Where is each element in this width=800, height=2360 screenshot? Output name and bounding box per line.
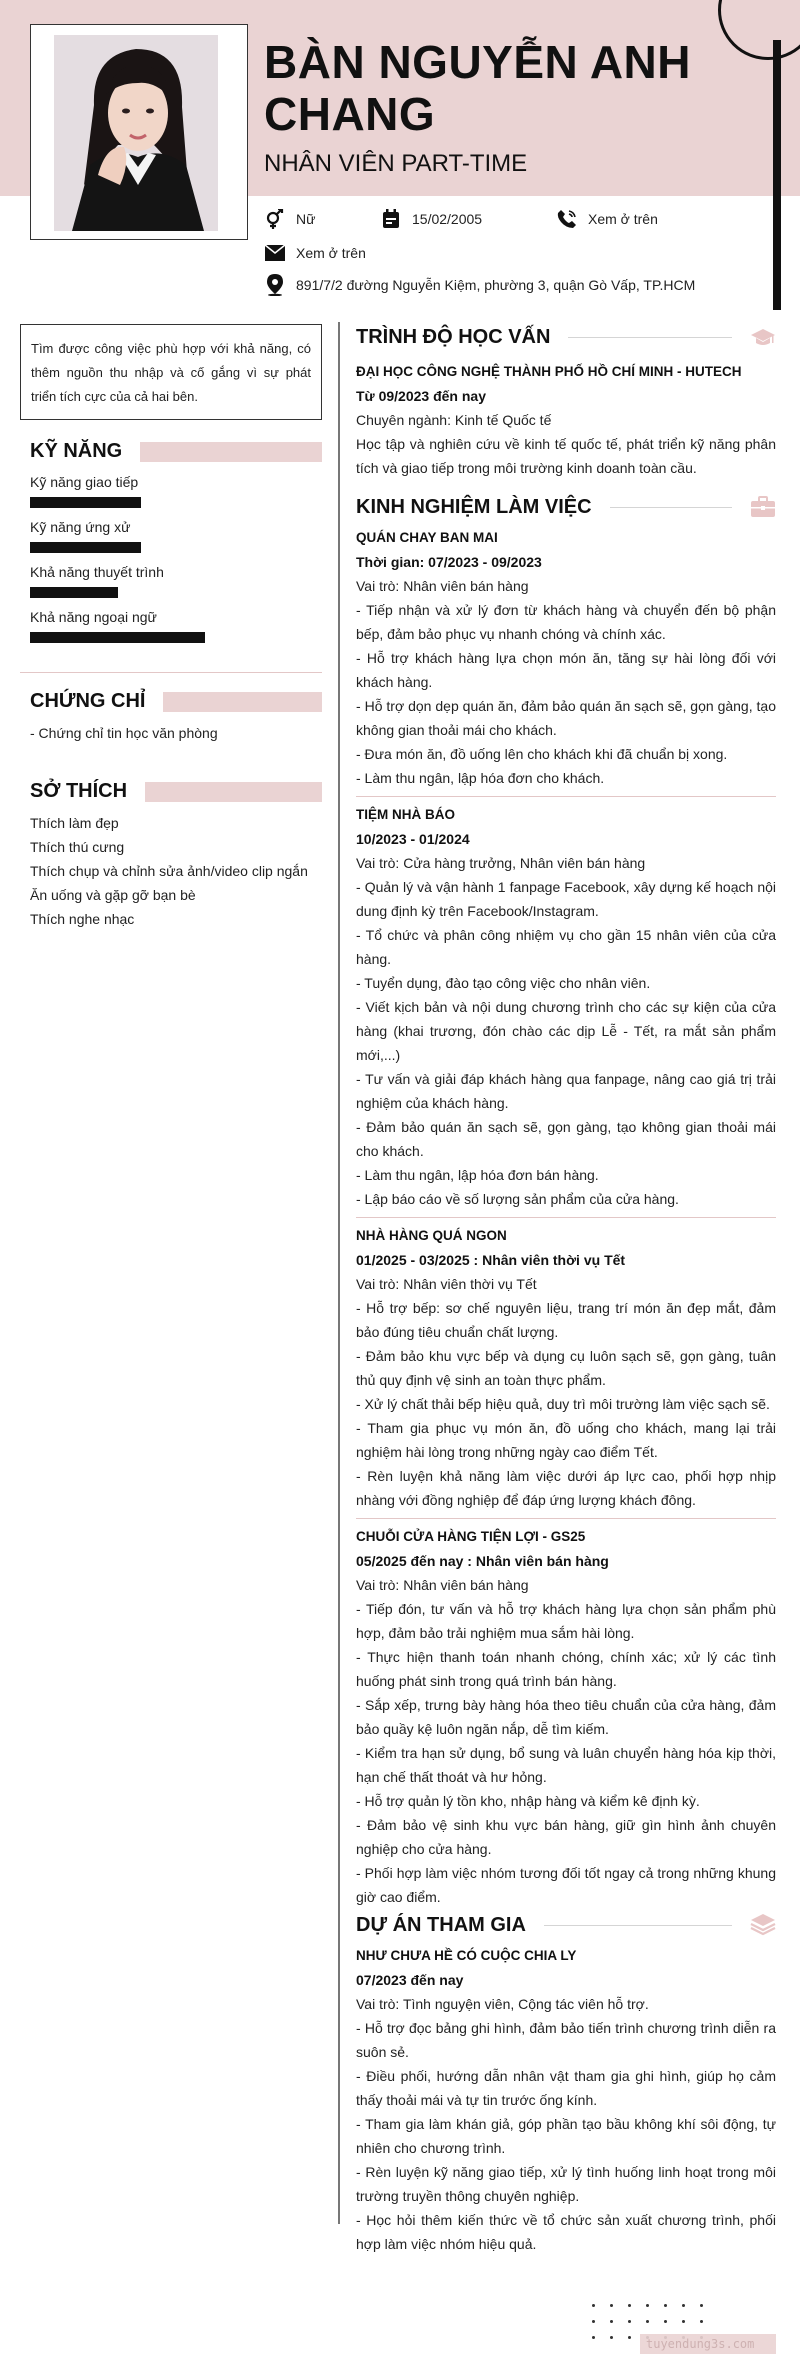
job-duty: - Phối hợp làm việc nhóm tương đối tốt ngay cả trong những khung giờ cao điểm. <box>356 1865 776 1905</box>
job-company: TIỆM NHÀ BÁO <box>356 807 455 822</box>
phone-value: Xem ở trên <box>588 211 658 227</box>
projects-section <box>356 1912 776 2256</box>
project-entry <box>356 1944 776 2256</box>
candidate-role: NHÂN VIÊN PART-TIME <box>264 150 528 177</box>
skill-level-bar <box>30 587 118 598</box>
job-duty: - Thực hiện thanh toán nhanh chóng, chính xác; xử lý các tình huống phát sinh trong quá trình bán hàng. <box>356 1649 776 1689</box>
skill-level-bar <box>30 542 141 553</box>
school-name: ĐẠI HỌC CÔNG NGHỆ THÀNH PHỐ HỒ CHÍ MINH - HUTECH <box>356 364 742 379</box>
skills-section <box>30 440 322 643</box>
title-line <box>568 337 732 338</box>
project-duty: - Rèn luyện kỹ năng giao tiếp, xử lý tình huống linh hoạt trong môi trường truyền thông chuyên nghiệp. <box>356 2164 776 2204</box>
job-duty: - Hỗ trợ dọn dẹp quán ăn, đảm bảo quán ăn sạch sẽ, gọn gàng, tạo không gian thoải mái cho khách. <box>356 698 776 738</box>
project-time: 07/2023 đến nay <box>356 1972 464 1988</box>
briefcase-icon <box>750 494 776 520</box>
job-duty: - Tiếp nhận và xử lý đơn từ khách hàng và chuyển đến bộ phận bếp, đảm bảo phục vụ nhanh chóng và chính xác. <box>356 602 776 642</box>
projects-title-text: DỰ ÁN THAM GIA <box>356 1913 526 1936</box>
skill-level-bar <box>30 497 141 508</box>
job-duty: - Quản lý và vận hành 1 fanpage Facebook, xây dựng kế hoạch nội dung định kỳ trên Facebook/Instagram. <box>356 879 776 919</box>
job-role: Vai trò: Nhân viên bán hàng <box>356 578 529 594</box>
dot <box>610 2304 613 2307</box>
phone-icon <box>556 208 578 230</box>
skill-item <box>30 473 322 508</box>
job-duty: - Tiếp đón, tư vấn và hỗ trợ khách hàng lựa chọn sản phẩm phù hợp, đảm bảo trải nghiệm mua sắm hài lòng. <box>356 1601 776 1641</box>
job-duty: - Rèn luyện khả năng làm việc dưới áp lực cao, phối hợp nhịp nhàng với đồng nghiệp để đáp ứng lượng khách đông. <box>356 1468 776 1508</box>
watermark: tuyendung3s.com <box>640 2334 776 2354</box>
dot <box>646 2320 649 2323</box>
job-duty: - Sắp xếp, trưng bày hàng hóa theo tiêu chuẩn của cửa hàng, đảm bảo quầy kệ luôn ngăn nắp, dễ tìm kiếm. <box>356 1697 776 1737</box>
skill-item <box>30 563 322 598</box>
job-duty: - Đưa món ăn, đồ uống lên cho khách khi đã chuẩn bị xong. <box>356 746 728 762</box>
mail-icon <box>264 242 286 264</box>
hobby-item: Thích thú cưng <box>30 839 125 855</box>
skill-level-bar <box>30 632 205 643</box>
job-duty: - Hỗ trợ khách hàng lựa chọn món ăn, tăng sự hài lòng đối với khách hàng. <box>356 650 776 690</box>
dob-row <box>380 208 482 230</box>
dot <box>628 2336 631 2339</box>
skills-title <box>30 440 322 463</box>
hobby-item: Ăn uống và gặp gỡ bạn bè <box>30 887 196 903</box>
skill-label: Khả năng thuyết trình <box>30 564 164 580</box>
dob-value: 15/02/2005 <box>412 211 483 227</box>
job-duty: - Tư vấn và giải đáp khách hàng qua fanpage, nâng cao giá trị trải nghiệm của khách hàng. <box>356 1071 776 1111</box>
project-duty: - Tham gia làm khán giả, góp phần tạo bầu không khí sôi động, tự nhiên cho chương trình. <box>356 2116 776 2156</box>
job-duty: - Đảm bảo quán ăn sạch sẽ, gọn gàng, tạo không gian thoải mái cho khách. <box>356 1119 776 1159</box>
hobbies-title <box>30 780 322 803</box>
candidate-name: BÀN NGUYỄN ANH CHANG <box>264 36 691 140</box>
project-duty: - Điều phối, hướng dẫn nhân vật tham gia ghi hình, giúp họ cảm thấy thoải mái và tự tin trước ống kính. <box>356 2068 776 2108</box>
title-decor-bar <box>145 782 322 802</box>
decorative-bar <box>773 40 781 310</box>
email-row <box>264 242 366 264</box>
job-duty: - Đảm bảo vệ sinh khu vực bán hàng, giữ gìn hình ảnh chuyên nghiệp cho cửa hàng. <box>356 1817 776 1857</box>
job-time: 01/2025 - 03/2025 : Nhân viên thời vụ Tết <box>356 1252 626 1268</box>
job-time: 10/2023 - 01/2024 <box>356 831 470 847</box>
layers-icon <box>750 1912 776 1938</box>
education-title <box>356 324 776 350</box>
job-role: Vai trò: Nhân viên bán hàng <box>356 1577 529 1593</box>
dot <box>700 2304 703 2307</box>
career-objective: Tìm được công việc phù hợp với khả năng, có thêm nguồn thu nhập và cố gắng vì sự phát triển tích cực của cả hai bên. <box>20 324 322 420</box>
avatar <box>54 35 218 231</box>
dot <box>682 2304 685 2307</box>
project-lines <box>356 2016 776 2256</box>
hobby-item: Thích nghe nhạc <box>30 911 135 927</box>
dot <box>664 2320 667 2323</box>
graduation-cap-icon <box>750 324 776 350</box>
dot <box>592 2320 595 2323</box>
gender-icon <box>264 208 286 230</box>
job-company: NHÀ HÀNG QUÁ NGON <box>356 1228 507 1243</box>
skills-title-text: KỸ NĂNG <box>30 440 123 462</box>
certificates-title <box>30 690 322 713</box>
job-separator <box>356 1217 776 1218</box>
education-title-text: TRÌNH ĐỘ HỌC VẤN <box>356 325 551 348</box>
job-duty: - Viết kịch bản và nội dung chương trình cho các sự kiện của cửa hàng (khai trương, đón chào các dịp Lễ - Tết, ra mắt sản phẩm mới,...) <box>356 999 776 1063</box>
dot <box>628 2304 631 2307</box>
dot <box>664 2304 667 2307</box>
hobbies-list <box>30 811 322 931</box>
dot <box>646 2304 649 2307</box>
phone-row <box>556 208 658 230</box>
hobbies-section <box>30 780 322 931</box>
project-name: NHƯ CHƯA HỀ CÓ CUỘC CHIA LY <box>356 1948 577 1963</box>
job-time: 05/2025 đến nay : Nhân viên bán hàng <box>356 1553 609 1569</box>
dot <box>700 2320 703 2323</box>
job-duty: - Làm thu ngân, lập hóa đơn cho khách. <box>356 770 605 786</box>
education-major: Chuyên ngành: Kinh tế Quốc tế <box>356 412 552 428</box>
job-role: Vai trò: Nhân viên thời vụ Tết <box>356 1276 537 1292</box>
email-value: Xem ở trên <box>296 245 366 261</box>
skill-item <box>30 518 322 553</box>
job-role: Vai trò: Cửa hàng trưởng, Nhân viên bán hàng <box>356 855 646 871</box>
job-duty: - Tham gia phục vụ món ăn, đồ uống cho khách, mang lại trải nghiệm hài lòng trong những ngày cao điểm Tết. <box>356 1420 776 1460</box>
education-section <box>356 324 776 480</box>
job-duty: - Xử lý chất thải bếp hiệu quả, duy trì môi trường làm việc sạch sẽ. <box>356 1396 770 1412</box>
job-time: Thời gian: 07/2023 - 09/2023 <box>356 554 542 570</box>
skill-label: Kỹ năng giao tiếp <box>30 474 139 490</box>
experience-title-text: KINH NGHIỆM LÀM VIỆC <box>356 495 592 518</box>
job-duty: - Hỗ trợ quản lý tồn kho, nhập hàng và kiểm kê định kỳ. <box>356 1793 700 1809</box>
dot <box>610 2336 613 2339</box>
certificates-list <box>30 721 322 745</box>
skill-label: Kỹ năng ứng xử <box>30 519 131 535</box>
calendar-icon <box>380 208 402 230</box>
title-decor-bar <box>163 692 322 712</box>
hobby-item: Thích chụp và chỉnh sửa ảnh/video clip ngắn <box>30 863 308 879</box>
experience-section <box>356 494 776 1909</box>
dot <box>628 2320 631 2323</box>
timeline-line <box>338 322 340 2224</box>
job-company: CHUỖI CỬA HÀNG TIỆN LỢI - GS25 <box>356 1529 586 1544</box>
certificates-section <box>30 690 322 745</box>
hobby-item: Thích làm đẹp <box>30 815 119 831</box>
title-decor-bar <box>140 442 322 462</box>
job-separator <box>356 1518 776 1519</box>
address-value: 891/7/2 đường Nguyễn Kiệm, phường 3, quận Gò Vấp, TP.HCM <box>296 277 696 293</box>
gender-row <box>264 208 315 230</box>
education-desc: Học tập và nghiên cứu về kinh tế quốc tế, phát triển kỹ năng phân tích và giao tiếp trong môi trường kinh doanh toàn cầu. <box>356 436 776 476</box>
title-line <box>610 507 732 508</box>
gender-value: Nữ <box>296 211 316 227</box>
job-duty: - Kiểm tra hạn sử dụng, bổ sung và luân chuyển hàng hóa kịp thời, hạn chế thất thoát và hư hỏng. <box>356 1745 776 1785</box>
dot <box>610 2320 613 2323</box>
section-divider <box>20 672 322 673</box>
experience-title <box>356 494 776 520</box>
job-duty: - Đảm bảo khu vực bếp và dụng cụ luôn sạch sẽ, gọn gàng, tuân thủ quy định vệ sinh an toàn thực phẩm. <box>356 1348 776 1388</box>
location-icon <box>264 274 286 296</box>
skill-item <box>30 608 322 643</box>
certificates-title-text: CHỨNG CHỈ <box>30 690 146 712</box>
project-duty: - Hỗ trợ đọc bảng ghi hình, đảm bảo tiến trình chương trình diễn ra suôn sẻ. <box>356 2020 776 2060</box>
dot <box>682 2320 685 2323</box>
hobbies-title-text: SỞ THÍCH <box>30 780 128 802</box>
project-duty: - Học hỏi thêm kiến thức về tổ chức sản xuất chương trình, phối hợp làm việc nhóm hiệu quả. <box>356 2212 776 2252</box>
job-separator <box>356 796 776 797</box>
projects-title <box>356 1912 776 1938</box>
dot <box>592 2336 595 2339</box>
experience-list <box>356 526 776 1909</box>
certificate-item: - Chứng chỉ tin học văn phòng <box>30 725 218 741</box>
skill-label: Khả năng ngoại ngữ <box>30 609 157 625</box>
job-duty: - Tổ chức và phân công nhiệm vụ cho gần 15 nhân viên của cửa hàng. <box>356 927 776 967</box>
title-line <box>544 1925 732 1926</box>
job-company: QUÁN CHAY BAN MAI <box>356 530 498 545</box>
education-time: Từ 09/2023 đến nay <box>356 388 486 404</box>
job-duty: - Tuyển dụng, đào tạo công việc cho nhân viên. <box>356 975 651 991</box>
job-duty: - Hỗ trợ bếp: sơ chế nguyên liệu, trang trí món ăn đẹp mắt, đảm bảo đúng tiêu chuẩn chất lượng. <box>356 1300 776 1340</box>
skills-list <box>30 473 322 643</box>
job-duty: - Lập báo cáo về số lượng sản phẩm của cửa hàng. <box>356 1191 679 1207</box>
education-entry <box>356 360 776 480</box>
dot <box>592 2304 595 2307</box>
job-duty: - Làm thu ngân, lập hóa đơn bán hàng. <box>356 1167 599 1183</box>
address-row <box>264 274 695 296</box>
project-role: Vai trò: Tình nguyện viên, Cộng tác viên hỗ trợ. <box>356 1996 649 2012</box>
